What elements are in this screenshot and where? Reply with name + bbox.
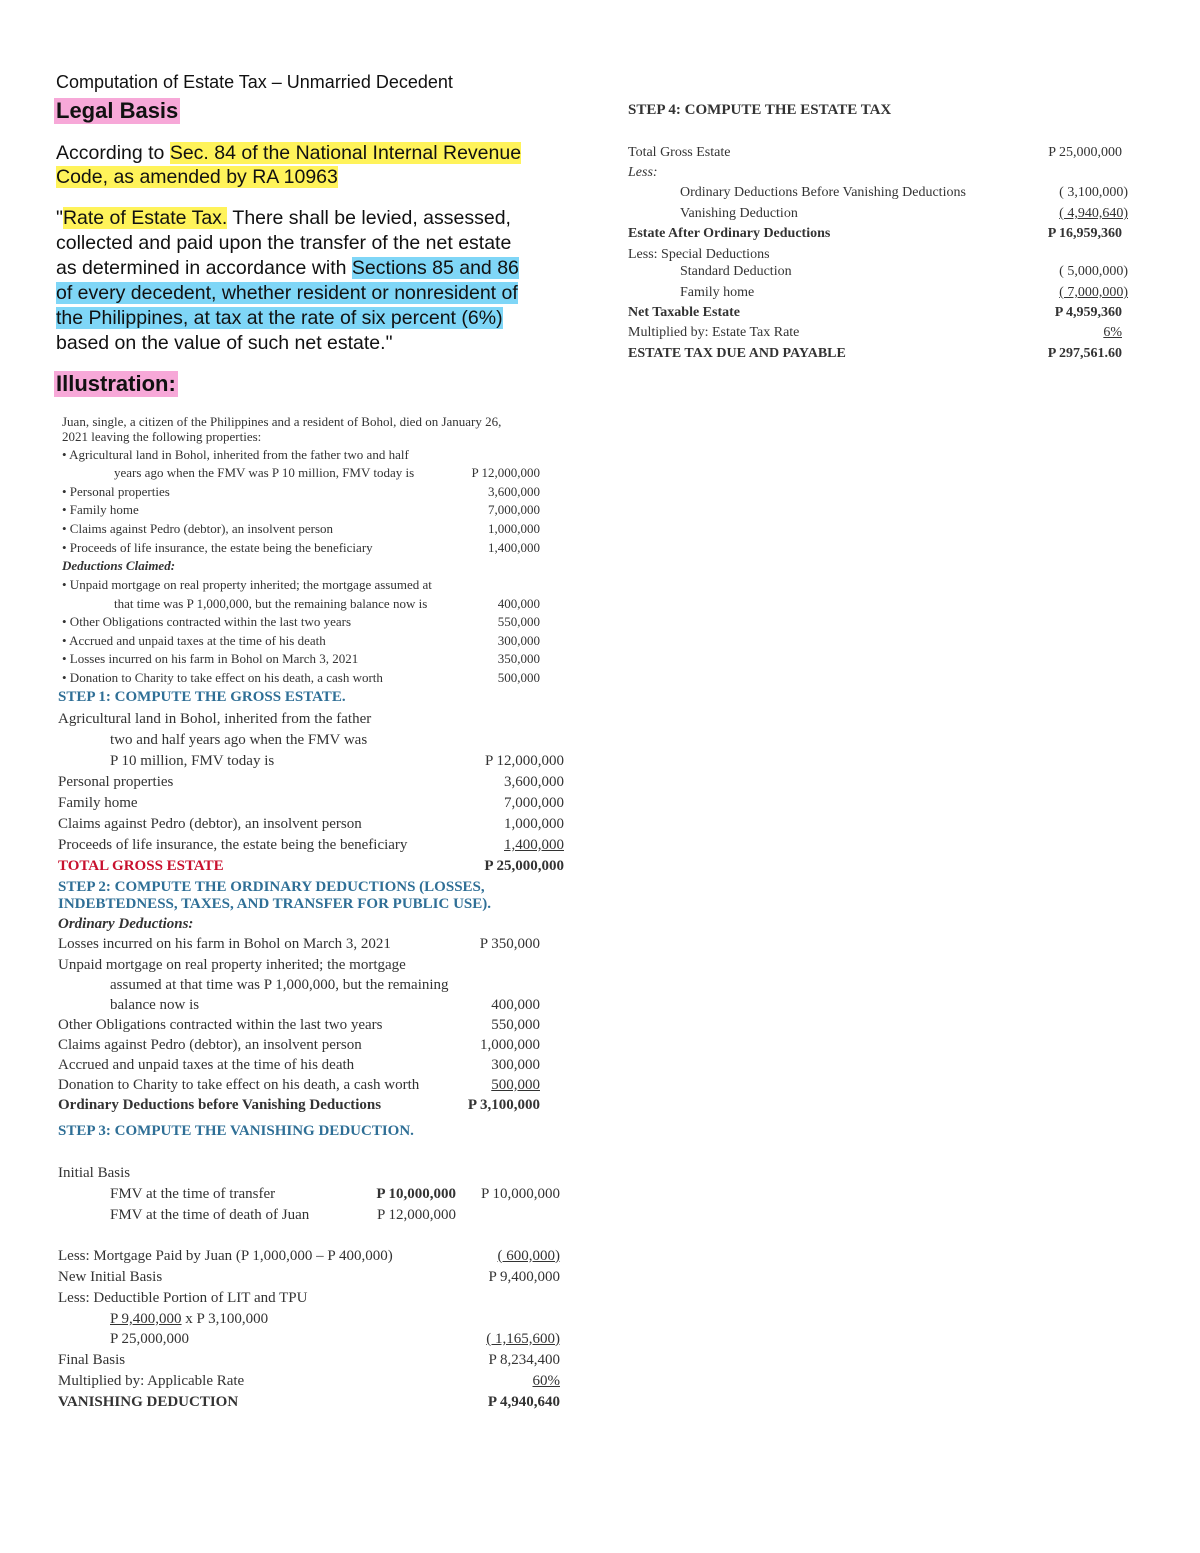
property-agri-line-2: years ago when the FMV was P 10 million, FMV today is	[114, 465, 415, 480]
property-family-home: • Family home	[62, 502, 139, 517]
step1-agri-value: P 12,000,000	[484, 753, 564, 769]
step3-heading: STEP 3: COMPUTE THE VANISHING DEDUCTION.	[58, 1123, 414, 1139]
step2-total-label: Ordinary Deductions before Vanishing Deductions	[58, 1097, 382, 1113]
deduction-accrued-taxes-value: 300,000	[497, 633, 540, 648]
step3-new-initial-basis: New Initial Basis	[58, 1269, 163, 1285]
step1-total-label: TOTAL GROSS ESTATE	[58, 858, 224, 874]
legal-basis-heading: Legal Basis	[56, 98, 179, 123]
step1-claims: Claims against Pedro (debtor), an insolvent person	[58, 816, 362, 832]
step3-less-deductible: Less: Deductible Portion of LIT and TPU	[58, 1290, 308, 1306]
step2-mortgage-line-1: Unpaid mortgage on real property inherited; the mortgage	[58, 957, 406, 973]
legal-text: According to	[56, 142, 170, 164]
step3-new-initial-basis-value: P 9,400,000	[488, 1269, 560, 1285]
sec84-highlight: Sec. 84 of the National Internal Revenue	[169, 142, 522, 164]
property-claims: • Claims against Pedro (debtor), an insolvent person	[62, 521, 334, 536]
document-title: Computation of Estate Tax – Unmarried Decedent	[56, 72, 453, 92]
step4-special-deductions: Less: Special Deductions	[628, 247, 770, 262]
step1-family-home-value: 7,000,000	[504, 795, 564, 811]
deduction-mortgage-line-1: • Unpaid mortgage on real property inherited; the mortgage assumed at	[62, 577, 432, 592]
multiplier: x P 3,100,000	[181, 1311, 269, 1327]
step3-final-basis-value: P 8,234,400	[488, 1352, 560, 1368]
step3-initial-basis-value: P 10,000,000	[480, 1186, 560, 1202]
step2-total-value: P 3,100,000	[467, 1097, 540, 1113]
rate-of-estate-tax-highlight: Rate of Estate Tax.	[62, 207, 228, 229]
step1-heading: STEP 1: COMPUTE THE GROSS ESTATE.	[58, 689, 346, 705]
step1-agri-line-3: P 10 million, FMV today is	[110, 753, 275, 769]
step4-family-home: Family home	[680, 285, 755, 300]
step3-less-mortgage-value	[420, 1247, 560, 1265]
step2-accrued-taxes-value: 300,000	[491, 1057, 540, 1073]
underlined-value: 6%	[1103, 325, 1122, 340]
underlined-value: 500,000	[491, 1077, 540, 1093]
step2-donation-value	[400, 1076, 540, 1094]
ra10963-highlight: Code, as amended by RA 10963	[56, 166, 338, 188]
step2-accrued-taxes: Accrued and unpaid taxes at the time of his death	[58, 1057, 355, 1073]
deduction-mortgage-line-2: that time was P 1,000,000, but the remaining balance now is	[114, 596, 428, 611]
property-agri-line-1: • Agricultural land in Bohol, inherited from the father two and half	[62, 447, 409, 462]
step4-estate-after-ordinary-value: P 16,959,360	[1047, 226, 1122, 241]
step3-less-mortgage: Less: Mortgage Paid by Juan (P 1,000,000 – P 400,000)	[58, 1248, 393, 1264]
step1-total-value: P 25,000,000	[484, 858, 564, 874]
step4-estate-tax-rate: Multiplied by: Estate Tax Rate	[628, 325, 800, 340]
illustration-intro-1: Juan, single, a citizen of the Philippines and a resident of Bohol, died on January 26,	[62, 414, 502, 429]
step2-mortgage-value: 400,000	[491, 997, 540, 1013]
step1-proceeds: Proceeds of life insurance, the estate being the beneficiary	[58, 837, 408, 853]
step1-agri-line-2: two and half years ago when the FMV was	[110, 732, 368, 748]
property-claims-value: 1,000,000	[488, 521, 540, 536]
step1-family-home: Family home	[58, 795, 138, 811]
step3-applicable-rate: Multiplied by: Applicable Rate	[58, 1373, 245, 1389]
property-personal-value: 3,600,000	[488, 484, 540, 499]
quote-line-4	[56, 281, 518, 305]
step4-vanishing-deduction-value	[998, 205, 1128, 222]
step4-net-taxable-estate: Net Taxable Estate	[628, 305, 740, 320]
step3-fmv-death: FMV at the time of death of Juan	[110, 1207, 310, 1223]
sections-highlight: Sections 85 and 86	[351, 257, 519, 279]
step1-personal: Personal properties	[58, 774, 174, 790]
property-proceeds: • Proceeds of life insurance, the estate being the beneficiary	[62, 540, 373, 555]
step4-standard-deduction-value: ( 5,000,000)	[1059, 264, 1128, 279]
deduction-accrued-taxes: • Accrued and unpaid taxes at the time of his death	[62, 633, 326, 648]
step1-personal-value: 3,600,000	[504, 774, 564, 790]
step3-initial-basis-label: Initial Basis	[58, 1165, 131, 1181]
quote-line-5	[56, 306, 503, 330]
step2-other-obligations-value: 550,000	[491, 1017, 540, 1033]
deduction-donation-value: 500,000	[497, 670, 540, 685]
step3-final-basis: Final Basis	[58, 1352, 126, 1368]
step4-estate-after-ordinary: Estate After Ordinary Deductions	[628, 226, 831, 241]
deduction-other-obligations: • Other Obligations contracted within the last two years	[62, 614, 352, 629]
deduction-losses: • Losses incurred on his farm in Bohol on March 3, 2021	[62, 651, 359, 666]
quote-text: as determined in accordance with	[56, 257, 352, 279]
step3-vanishing-deduction-value: P 4,940,640	[487, 1394, 560, 1410]
step4-less: Less:	[628, 165, 658, 180]
deduction-donation: • Donation to Charity to take effect on his death, a cash worth	[62, 670, 383, 685]
step2-mortgage-line-2: assumed at that time was P 1,000,000, but the remaining	[110, 977, 449, 993]
underlined-value: ( 600,000)	[497, 1248, 560, 1264]
step3-fmv-transfer-value: P 10,000,000	[376, 1186, 456, 1202]
step4-gross-estate-value: P 25,000,000	[1048, 145, 1122, 160]
underlined-value: ( 7,000,000)	[1059, 285, 1128, 300]
illustration-heading: Illustration:	[56, 371, 176, 396]
legal-basis-line-1	[56, 141, 521, 165]
step2-claims-value: 1,000,000	[480, 1037, 540, 1053]
step1-agri-line-1: Agricultural land in Bohol, inherited from the father	[58, 711, 372, 727]
property-family-home-value: 7,000,000	[488, 502, 540, 517]
step4-tax-due-value: P 297,561.60	[1047, 346, 1122, 361]
underlined-value: ( 4,940,640)	[1059, 206, 1128, 221]
step4-net-taxable-estate-value: P 4,959,360	[1054, 305, 1122, 320]
underlined-value: ( 1,165,600)	[486, 1331, 560, 1347]
quote-mark: "	[56, 207, 63, 229]
underlined-value: 60%	[532, 1373, 560, 1389]
step3-fmv-death-value: P 12,000,000	[376, 1207, 456, 1223]
step3-applicable-rate-value	[420, 1372, 560, 1390]
step2-subheading: Ordinary Deductions:	[58, 916, 194, 932]
step3-deductible-value	[420, 1330, 560, 1348]
step4-heading: STEP 4: COMPUTE THE ESTATE TAX	[628, 102, 892, 118]
step2-mortgage-line-3: balance now is	[110, 997, 200, 1013]
step4-ordinary-deductions-value: ( 3,100,000)	[1059, 185, 1128, 200]
step2-heading-line-2: INDEBTEDNESS, TAXES, AND TRANSFER FOR PUBLIC USE).	[58, 896, 492, 912]
step1-claims-value: 1,000,000	[504, 816, 564, 832]
step4-ordinary-deductions: Ordinary Deductions Before Vanishing Deductions	[680, 185, 966, 200]
rate-highlight: the Philippines, at tax at the rate of six percent (6%)	[56, 307, 503, 329]
underlined-value: 1,400,000	[504, 837, 564, 853]
quote-text: There shall be levied, assessed,	[227, 207, 511, 229]
quote-line-3	[56, 256, 519, 280]
legal-basis-line-2	[56, 165, 338, 189]
deduction-other-obligations-value: 550,000	[497, 614, 540, 629]
numerator: P 9,400,000	[110, 1311, 182, 1327]
step3-fmv-transfer: FMV at the time of transfer	[110, 1186, 276, 1202]
step2-losses: Losses incurred on his farm in Bohol on March 3, 2021	[58, 936, 391, 952]
illustration-intro-2: 2021 leaving the following properties:	[62, 429, 262, 444]
quote-line-2: collected and paid upon the transfer of the net estate	[56, 232, 512, 254]
step4-tax-due-label: ESTATE TAX DUE AND PAYABLE	[628, 346, 846, 361]
property-agri-value: P 12,000,000	[471, 465, 540, 480]
quote-line-1	[56, 206, 511, 230]
step4-estate-tax-rate-value	[992, 324, 1122, 341]
step3-vanishing-deduction-label: VANISHING DEDUCTION	[58, 1394, 239, 1410]
property-proceeds-value: 1,400,000	[488, 540, 540, 555]
step4-family-home-value	[998, 284, 1128, 301]
step4-gross-estate: Total Gross Estate	[628, 145, 731, 160]
step2-claims: Claims against Pedro (debtor), an insolvent person	[58, 1037, 362, 1053]
step2-heading-line-1: STEP 2: COMPUTE THE ORDINARY DEDUCTIONS (LOSSES,	[58, 879, 485, 895]
step4-standard-deduction: Standard Deduction	[680, 264, 792, 279]
step3-fraction-numerator	[110, 1310, 268, 1328]
step2-other-obligations: Other Obligations contracted within the last two years	[58, 1017, 383, 1033]
quote-line-6: based on the value of such net estate."	[56, 332, 393, 354]
deduction-mortgage-value: 400,000	[497, 596, 540, 611]
step3-fraction-denominator: P 25,000,000	[110, 1331, 190, 1347]
decedent-highlight: of every decedent, whether resident or nonresident of	[56, 282, 518, 304]
property-personal: • Personal properties	[62, 484, 170, 499]
step4-vanishing-deduction: Vanishing Deduction	[680, 206, 798, 221]
step1-proceeds-value	[424, 836, 564, 854]
deductions-claimed-label: Deductions Claimed:	[62, 558, 176, 573]
step2-losses-value: P 350,000	[479, 936, 540, 952]
step2-donation: Donation to Charity to take effect on his death, a cash worth	[58, 1077, 420, 1093]
deduction-losses-value: 350,000	[497, 651, 540, 666]
